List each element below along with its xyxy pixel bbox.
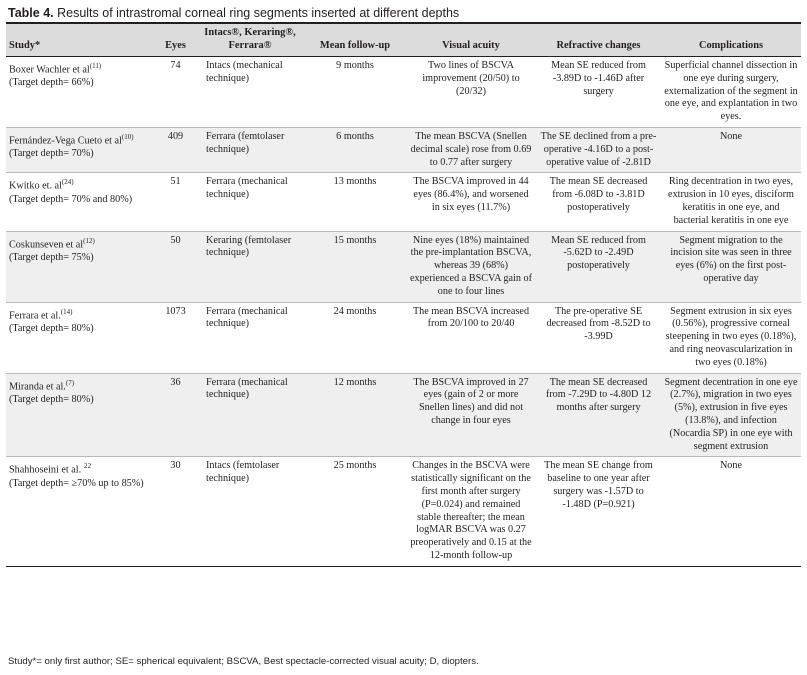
- cell-eyes: 409: [155, 127, 196, 172]
- cell-refractive-changes: The pre-operative SE decreased from -8.52D to -3.99D: [536, 302, 661, 373]
- study-author: Kwitko et. al: [9, 180, 62, 192]
- cell-refractive-changes: The SE declined from a pre-operative -4.16D to a post-operative value of -2.81D: [536, 127, 661, 172]
- header-eyes: Eyes: [155, 23, 196, 57]
- cell-complications: Ring decentration in two eyes, extrusion in 10 eyes, disciform keratitis in one eye, and bacterial keratitis in one eye: [661, 173, 801, 231]
- cell-ring-type: Intacs (mechanical technique): [196, 57, 304, 128]
- cell-ring-type: Intacs (femtolaser technique): [196, 457, 304, 566]
- cell-ring-type: Ferrara (mechanical technique): [196, 302, 304, 373]
- cell-eyes: 51: [155, 173, 196, 231]
- study-author: Boxer Wachler et al: [9, 64, 90, 76]
- cell-complications: None: [661, 457, 801, 566]
- cell-refractive-changes: Mean SE reduced from -3.89D to -1.46D after surgery: [536, 57, 661, 128]
- cell-visual-acuity: The BSCVA improved in 27 eyes (gain of 2 or more Snellen lines) and did not change in four eyes: [406, 373, 536, 457]
- header-followup: Mean follow-up: [304, 23, 406, 57]
- study-target-depth: (Target depth= 80%): [9, 393, 94, 405]
- cell-followup: 13 months: [304, 173, 406, 231]
- cell-refractive-changes: Mean SE reduced from -5.62D to -2.49D postoperatively: [536, 231, 661, 302]
- cell-eyes: 1073: [155, 302, 196, 373]
- table-header-row: [6, 23, 801, 57]
- cell-complications: Segment extrusion in six eyes (0.56%), progressive corneal steepening in two eyes (0.18%), and ring neovascularization in two eyes (0.18%): [661, 302, 801, 373]
- cell-complications: Segment decentration in one eye (2.7%), migration in two eyes (5%), extrusion in five eyes (13.8%), and infection (Nocardia SP) in one eye with segment extrusion: [661, 373, 801, 457]
- cell-complications: Segment migration to the incision site was seen in three eyes (6%) on the first post-operative day: [661, 231, 801, 302]
- cell-study: [6, 57, 155, 128]
- table-row: [6, 373, 801, 457]
- study-reference: (24): [61, 178, 74, 187]
- header-visual-acuity: Visual acuity: [406, 23, 536, 57]
- cell-ring-type: Ferrara (femtolaser technique): [196, 127, 304, 172]
- table-row: [6, 231, 801, 302]
- cell-followup: 6 months: [304, 127, 406, 172]
- table-row: [6, 302, 801, 373]
- study-target-depth: (Target depth= 70%): [9, 148, 94, 160]
- cell-visual-acuity: The BSCVA improved in 44 eyes (86.4%), and worsened in six eyes (11.7%): [406, 173, 536, 231]
- cell-refractive-changes: The mean SE decreased from -7.29D to -4.80D 12 months after surgery: [536, 373, 661, 457]
- table-row: [6, 57, 801, 128]
- study-author: Ferrara et al.: [9, 309, 61, 321]
- cell-followup: 9 months: [304, 57, 406, 128]
- results-table: [6, 22, 801, 567]
- table-caption-label: Table 4.: [8, 6, 54, 20]
- table-row: [6, 127, 801, 172]
- cell-eyes: 30: [155, 457, 196, 566]
- study-reference: (10): [121, 132, 134, 141]
- header-refractive-changes: Refractive changes: [536, 23, 661, 57]
- study-author: Fernández-Vega Cueto et al: [9, 135, 122, 147]
- cell-eyes: 50: [155, 231, 196, 302]
- study-target-depth: (Target depth= 75%): [9, 251, 94, 263]
- cell-study: [6, 231, 155, 302]
- study-target-depth: (Target depth= 70% and 80%): [9, 193, 133, 205]
- cell-refractive-changes: The mean SE decreased from -6.08D to -3.81D postoperatively: [536, 173, 661, 231]
- header-ring: Intacs®, Keraring®, Ferrara®: [196, 23, 304, 57]
- results-table-container: [6, 22, 801, 567]
- table-row: [6, 173, 801, 231]
- cell-followup: 25 months: [304, 457, 406, 566]
- table-body: [6, 57, 801, 567]
- study-target-depth: (Target depth= 80%): [9, 322, 94, 334]
- table-footnote: Study*= only first author; SE= spherical equivalent; BSCVA, Best spectacle-corrected visual acuity; D, diopters.: [8, 656, 479, 667]
- cell-complications: Superficial channel dissection in one eye during surgery, externalization of the segment in one eye, and explantation in two eyes.: [661, 57, 801, 128]
- cell-eyes: 74: [155, 57, 196, 128]
- study-author: Shahhoseini et al.: [9, 464, 82, 476]
- cell-followup: 15 months: [304, 231, 406, 302]
- cell-visual-acuity: Changes in the BSCVA were statistically significant on the first month after surgery (P=0.024) and remained stable thereafter; the mean logMAR BSCVA was 0.27 preoperatively and 0.15 at the 12-month follow-up: [406, 457, 536, 566]
- study-reference: (11): [89, 62, 102, 70]
- cell-visual-acuity: The mean BSCVA increased from 20/100 to 20/40: [406, 302, 536, 373]
- study-reference: (7): [65, 378, 75, 387]
- cell-visual-acuity: The mean BSCVA (Snellen decimal scale) rose from 0.69 to 0.77 after surgery: [406, 127, 536, 172]
- table-caption: [8, 6, 459, 20]
- cell-visual-acuity: Nine eyes (18%) maintained the pre-implantation BSCVA, whereas 39 (68%) experienced a BSCVA gain of one to four lines: [406, 231, 536, 302]
- cell-complications: None: [661, 127, 801, 172]
- study-author: Coskunseven et al: [9, 238, 84, 250]
- header-study: Study*: [6, 23, 155, 57]
- cell-followup: 12 months: [304, 373, 406, 457]
- study-reference: 22: [84, 462, 92, 471]
- table-row: [6, 457, 801, 566]
- cell-study: [6, 373, 155, 457]
- study-author: Miranda et al.: [9, 380, 66, 392]
- cell-study: [6, 173, 155, 231]
- cell-refractive-changes: The mean SE change from baseline to one year after surgery was -1.57D to -1.48D (P=0.921): [536, 457, 661, 566]
- study-reference: (12): [83, 236, 95, 245]
- cell-visual-acuity: Two lines of BSCVA improvement (20/50) to (20/32): [406, 57, 536, 128]
- header-complications: Complications: [661, 23, 801, 57]
- study-reference: (14): [60, 307, 73, 316]
- cell-eyes: 36: [155, 373, 196, 457]
- cell-ring-type: Ferrara (mechanical technique): [196, 373, 304, 457]
- cell-study: [6, 127, 155, 172]
- study-target-depth: (Target depth= ≥70% up to 85%): [9, 477, 144, 489]
- study-target-depth: (Target depth= 66%): [9, 77, 94, 89]
- cell-followup: 24 months: [304, 302, 406, 373]
- table-caption-text: Results of intrastromal corneal ring segments inserted at different depths: [53, 6, 460, 20]
- cell-ring-type: Ferrara (mechanical technique): [196, 173, 304, 231]
- cell-ring-type: Keraring (femtolaser technique): [196, 231, 304, 302]
- cell-study: [6, 457, 155, 566]
- cell-study: [6, 302, 155, 373]
